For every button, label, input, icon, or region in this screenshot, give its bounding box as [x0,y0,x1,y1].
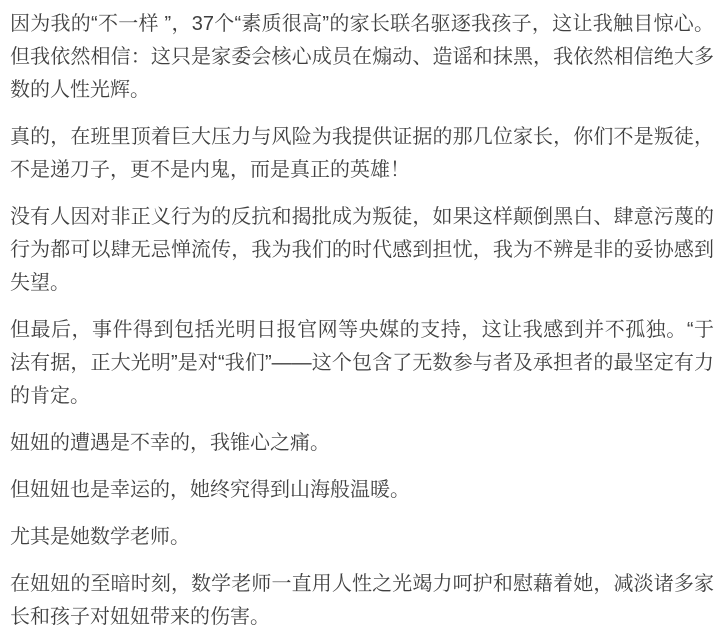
paragraph: 尤其是她数学老师。 [10,526,190,548]
paragraph: 因为我的“不一样 ”，37个“素质很高”的家长联名驱逐我孩子，这让我触目惊心。但我依然相信：这只是家委会核心成员在煽动、造谣和抹黑，我依然相信绝大多数的人性光辉。 [10,13,714,101]
paragraph: 妞妞的遭遇是不幸的，我锥心之痛。 [10,432,330,454]
paragraph: 没有人因对非正义行为的反抗和揭批成为叛徒，如果这样颠倒黑白、肆意污蔑的行为都可以肆无忌惮流传，我为我们的时代感到担忧，我为不辨是非的妥协感到失望。 [10,206,714,294]
paragraph: 真的，在班里顶着巨大压力与风险为我提供证据的那几位家长，你们不是叛徒，不是递刀子，更不是内鬼，而是真正的英雄！ [10,126,714,181]
paragraph: 在妞妞的至暗时刻，数学老师一直用人性之光竭力呵护和慰藉着她，减淡诸多家长和孩子对妞妞带来的伤害。 [10,573,714,628]
paragraph: 但最后，事件得到包括光明日报官网等央媒的支持，这让我感到并不孤独。“于法有据，正大光明”是对“我们”——这个包含了无数参与者及承担者的最坚定有力的肯定。 [10,319,714,407]
paragraph: 但妞妞也是幸运的，她终究得到山海般温暖。 [10,479,410,501]
